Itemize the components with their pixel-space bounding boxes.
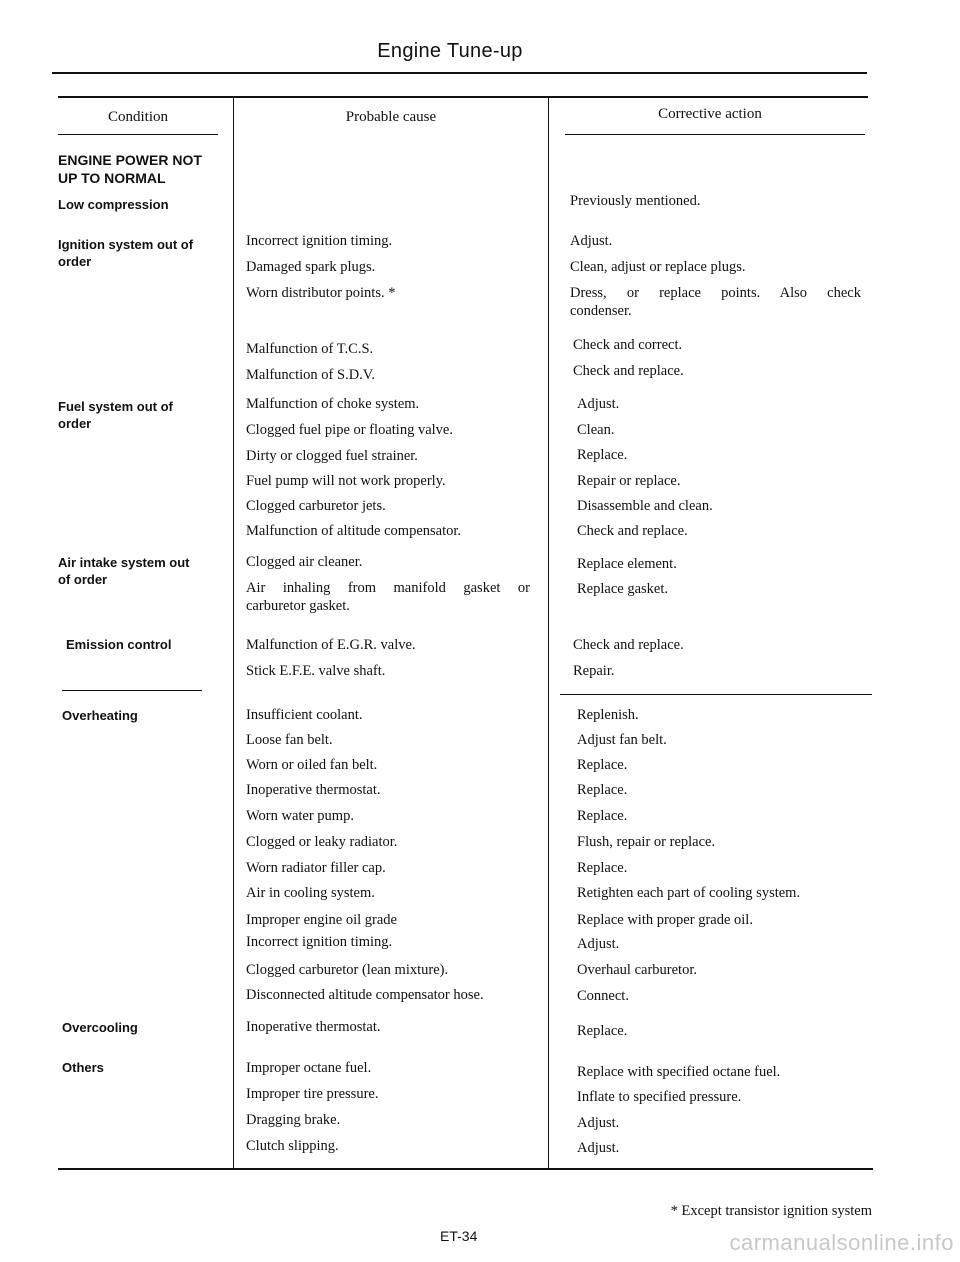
action-text: Replenish. <box>577 707 639 723</box>
cause-text: Malfunction of choke system. <box>246 396 420 412</box>
action-text: Adjust. <box>577 1140 620 1156</box>
cause-text: Loose fan belt. <box>246 732 333 748</box>
cause-text: Malfunction of S.D.V. <box>246 367 376 383</box>
cause-text: Improper octane fuel. <box>246 1060 372 1076</box>
cause-text: Worn or oiled fan belt. <box>246 757 378 773</box>
column-divider-1 <box>233 98 234 1169</box>
action-text: Connect. <box>577 988 629 1004</box>
action-text: Replace. <box>577 808 628 824</box>
action-text: Adjust. <box>577 396 620 412</box>
cause-text: Air in cooling system. <box>246 885 375 901</box>
action-text: Check and replace. <box>577 523 688 539</box>
cause-text: Malfunction of altitude compensator. <box>246 523 462 539</box>
action-text: Replace element. <box>577 556 677 572</box>
action-text: Adjust. <box>577 936 620 952</box>
cause-text: Incorrect ignition timing. <box>246 233 393 249</box>
condition-engine-power-line2: UP TO NORMAL <box>58 170 166 186</box>
action-text: Adjust fan belt. <box>577 732 667 748</box>
cause-text: carburetor gasket. <box>246 598 350 614</box>
cause-text: Air inhaling from manifold gasket or <box>246 580 530 596</box>
condition-engine-power-line1: ENGINE POWER NOT <box>58 152 202 168</box>
action-text: Replace with specified octane fuel. <box>577 1064 781 1080</box>
cause-text: Dragging brake. <box>246 1112 341 1128</box>
cause-text: Fuel pump will not work properly. <box>246 473 446 489</box>
action-text: condenser. <box>570 303 632 319</box>
cause-text: Worn distributor points. * <box>246 285 396 301</box>
cause-text: Clogged air cleaner. <box>246 554 363 570</box>
action-text: Flush, repair or replace. <box>577 834 716 850</box>
cause-text: Worn water pump. <box>246 808 354 824</box>
action-text: Dress, or replace points. Also check <box>570 285 861 301</box>
action-text: Replace with proper grade oil. <box>577 912 753 928</box>
cause-text: Incorrect ignition timing. <box>246 934 393 950</box>
condition-others: Others <box>62 1060 104 1075</box>
action-text: Repair. <box>573 663 615 679</box>
action-text: Replace. <box>577 757 628 773</box>
title-rule <box>52 72 867 74</box>
cause-text: Stick E.F.E. valve shaft. <box>246 663 386 679</box>
cause-text: Dirty or clogged fuel strainer. <box>246 448 418 464</box>
action-text: Disassemble and clean. <box>577 498 713 514</box>
condition-overheating: Overheating <box>62 708 138 723</box>
cause-text: Disconnected altitude compensator hose. <box>246 987 484 1003</box>
condition-emission-control: Emission control <box>66 637 172 652</box>
cause-text: Damaged spark plugs. <box>246 259 376 275</box>
action-text: Replace gasket. <box>577 581 668 597</box>
condition-low-compression: Low compression <box>58 197 169 212</box>
action-text: Adjust. <box>577 1115 620 1131</box>
condition-air-intake-line2: of order <box>58 572 108 587</box>
action-text: Inflate to specified pressure. <box>577 1089 742 1105</box>
footnote: * Except transistor ignition system <box>670 1203 872 1219</box>
cause-text: Clogged or leaky radiator. <box>246 834 398 850</box>
cause-text: Improper tire pressure. <box>246 1086 379 1102</box>
action-text: Previously mentioned. <box>570 193 701 209</box>
action-text: Replace. <box>577 1023 628 1039</box>
action-text: Overhaul carburetor. <box>577 962 697 978</box>
header-rule-left <box>58 134 218 135</box>
condition-air-intake-line1: Air intake system out <box>58 555 190 570</box>
condition-fuel-line2: order <box>58 416 92 431</box>
action-text: Check and correct. <box>573 337 683 353</box>
table-top-rule <box>58 96 868 98</box>
table-bottom-rule <box>58 1168 873 1170</box>
condition-ignition-line1: Ignition system out of <box>58 237 194 252</box>
cause-text: Worn radiator filler cap. <box>246 860 386 876</box>
action-text: Replace. <box>577 447 628 463</box>
action-text: Check and replace. <box>573 363 684 379</box>
cause-text: Improper engine oil grade <box>246 912 397 928</box>
cause-text: Clogged carburetor (lean mixture). <box>246 962 449 978</box>
action-text: Replace. <box>577 782 628 798</box>
cause-text: Malfunction of E.G.R. valve. <box>246 637 416 653</box>
header-probable-cause: Probable cause <box>345 109 437 125</box>
cause-text: Clogged carburetor jets. <box>246 498 386 514</box>
action-text: Adjust. <box>570 233 613 249</box>
cause-text: Inoperative thermostat. <box>246 1019 381 1035</box>
cause-text: Inoperative thermostat. <box>246 782 381 798</box>
condition-ignition-line2: order <box>58 254 92 269</box>
action-text: Clean, adjust or replace plugs. <box>570 259 746 275</box>
cause-text: Insufficient coolant. <box>246 707 363 723</box>
header-condition: Condition <box>107 109 168 125</box>
action-text: Retighten each part of cooling system. <box>577 885 801 901</box>
condition-fuel-line1: Fuel system out of <box>58 399 173 414</box>
action-text: Check and replace. <box>573 637 684 653</box>
header-rule-right <box>565 134 865 135</box>
column-divider-2 <box>548 98 549 1169</box>
page-title: Engine Tune-up <box>377 40 523 62</box>
cause-text: Clutch slipping. <box>246 1138 339 1154</box>
action-text: Replace. <box>577 860 628 876</box>
page-number: ET-34 <box>440 1228 478 1244</box>
cause-text: Malfunction of T.C.S. <box>246 341 374 357</box>
action-text: Clean. <box>577 422 615 438</box>
section-rule-right <box>560 694 872 695</box>
cause-text: Clogged fuel pipe or floating valve. <box>246 422 453 438</box>
watermark: carmanualsonline.info <box>729 1230 954 1255</box>
action-text: Repair or replace. <box>577 473 681 489</box>
section-rule-left <box>62 690 202 691</box>
condition-overcooling: Overcooling <box>62 1020 138 1035</box>
header-corrective-action: Corrective action <box>658 106 762 122</box>
